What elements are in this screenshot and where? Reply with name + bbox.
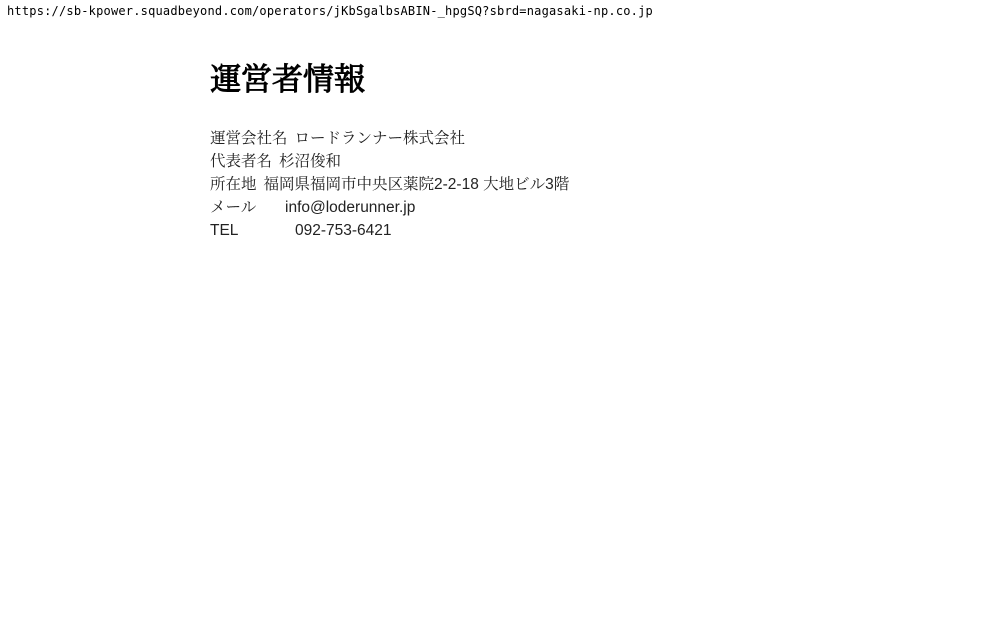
address-label: 所在地 xyxy=(210,176,257,193)
page-title: 運営者情報 xyxy=(210,62,365,97)
tel-label: TEL xyxy=(210,222,239,239)
address-row xyxy=(210,173,790,196)
email-row xyxy=(210,196,790,219)
representative-value: 杉沼俊和 xyxy=(279,153,342,170)
tel-value: 092-753-6421 xyxy=(295,222,392,239)
address-value: 福岡県福岡市中央区薬院2-2-18 大地ビル3階 xyxy=(263,176,570,193)
representative-label: 代表者名 xyxy=(210,153,273,170)
company-name-row xyxy=(210,127,790,150)
email-value: info@loderunner.jp xyxy=(285,199,416,216)
content-area xyxy=(210,0,790,242)
representative-row xyxy=(210,150,790,173)
operator-info-page xyxy=(0,0,1000,242)
company-name-label: 運営会社名 xyxy=(210,130,288,147)
page-url-text: https://sb-kpower.squadbeyond.com/operators/jKbSgalbsABIN-_hpgSQ?sbrd=nagasaki-np.co.jp xyxy=(7,4,653,18)
tel-row xyxy=(210,219,790,242)
operator-details xyxy=(210,127,790,242)
company-name-value: ロードランナー株式会社 xyxy=(294,130,466,147)
email-label: メール xyxy=(210,199,257,216)
